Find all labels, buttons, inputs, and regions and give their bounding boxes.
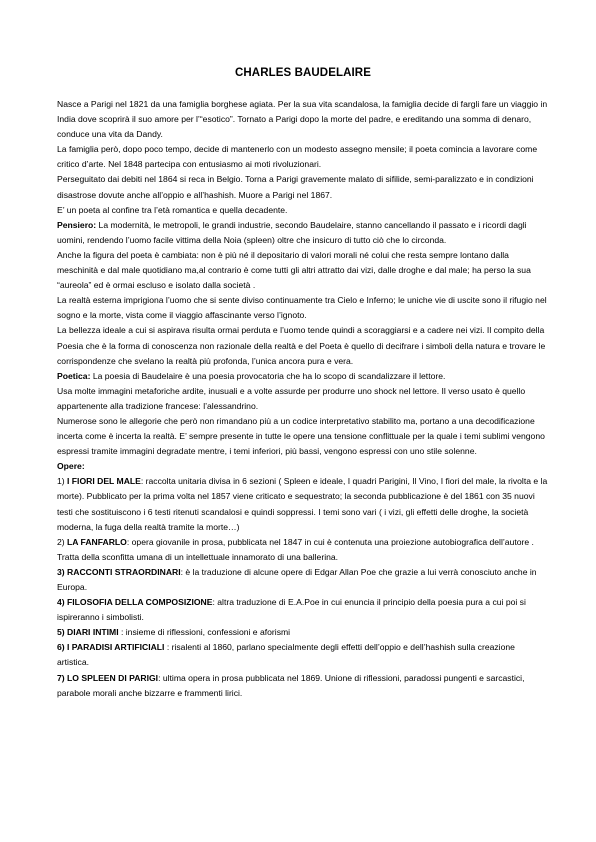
opera-description: : è la traduzione di alcune opere di Edgar Allan Poe che grazie a lui verrà conosciuto anche in Europa. [57, 566, 537, 592]
opera-title: LO SPLEEN DI PARIGI [67, 672, 159, 683]
poetica-text: La poesia di Baudelaire è una poesia provocatoria che ha lo scopo di scandalizzare il lettore. [90, 370, 446, 381]
bio-paragraph-1: Nasce a Parigi nel 1821 da una famiglia borghese agiata. Per la sua vita scandalosa, la famiglia decide di fargli fare un viaggio in India dove scoprirà il suo amore per l’“esotico”. Tornato a Parigi dopo la morte del padre, e ereditando una somma di denaro, conduce una vita da Dandy. [57, 99, 548, 140]
pensiero-label: Pensiero: [57, 219, 97, 230]
opera-description: : risalenti al 1860, parlano specialmente degli effetti dell’oppio e dell’hashish sulla creazione artistica. [57, 642, 515, 668]
opera-title: LA FANFARLO [67, 536, 127, 547]
opera-item [57, 535, 549, 565]
opera-number: 4) [57, 597, 68, 608]
poetica-label: Poetica: [57, 370, 91, 381]
opera-number: 7) [57, 672, 68, 683]
opera-number: 1) [57, 476, 68, 487]
opera-description: : opera giovanile in prosa, pubblicata nel 1847 in cui è contenuta una proiezione autobiografica dell’autore . Tratta della sconfitta umana di un intellettuale innamorato di una ballerina. [57, 536, 534, 562]
bio-paragraph-3: Perseguitato dai debiti nel 1864 si reca in Belgio. Torna a Parigi gravemente malato di sifilide, semi-paralizzato e in condizioni disastrose dovute anche all’oppio e all’hashish. Muore a Parigi nel 1867. [57, 174, 534, 200]
opera-description: : ultima opera in prosa pubblicata nel 1869. Unione di riflessioni, paradossi pungenti e sarcastici, parabole morali anche bizzarre e frammenti lirici. [57, 672, 525, 698]
opera-title: I FIORI DEL MALE [67, 476, 141, 487]
pensiero-text: La modernità, le metropoli, le grandi industrie, secondo Baudelaire, stanno cancellando il passato e i ricordi dagli uomini, rendendo l’uomo facile vittima della Noia (spleen) oltre che insicuro di tutto ciò che lo circonda. [57, 219, 527, 245]
opera-number: 6) [57, 642, 68, 653]
poetica-paragraph [57, 369, 549, 384]
opera-number: 2) [57, 536, 68, 547]
opera-item [57, 671, 549, 701]
opera-number: 3) [57, 566, 68, 577]
document-title: CHARLES BAUDELAIRE [235, 67, 371, 79]
bio-paragraph-4: E’ un poeta al confine tra l’età romantica e quella decadente. [57, 204, 288, 215]
bio-paragraph-2: La famiglia però, dopo poco tempo, decide di mantenerlo con un modesto assegno mensile; il poeta comincia a lavorare come critico d’arte. Nel 1848 partecipa con entusiasmo ai moti rivoluzionari. [57, 144, 538, 170]
opera-description: : altra traduzione di E.A.Poe in cui enuncia il principio della poesia pura a cui poi si ispireranno i simbolisti. [57, 597, 526, 623]
opera-number: 5) [57, 627, 68, 638]
opera-item [57, 595, 549, 625]
opera-title: FILOSOFIA DELLA COMPOSIZIONE [67, 597, 213, 608]
opera-item [57, 625, 549, 640]
opera-description: : raccolta unitaria divisa in 6 sezioni ( Spleen e ideale, I quadri Parigini, Il Vino, I fiori del male, la rivolta e la morte). Pubblicato per la prima volta nel 1857 viene criticato e sequestrato; la seconda pubblicazione è del 1861 con 35 nuovi testi che sostituiscono i 6 testi ritenuti scandalosi e quindi soppressi. I temi sono vari ( i vizi, gli effetti delle droghe, la società moderna, la fuga della realtà tramite la morte…) [57, 476, 548, 532]
opera-title: I PARADISI ARTIFICIALI [67, 642, 165, 653]
opera-description: : insieme di riflessioni, confessioni e aforismi [118, 627, 291, 638]
thought-paragraph-2: La realtà esterna imprigiona l’uomo che si sente diviso continuamente tra Cielo e Inferno; le uniche vie di uscite sono il rifugio nel sogno e la morte, vista come il viaggio affascinante verso l’ignoto. [57, 295, 547, 321]
opera-title: RACCONTI STRAORDINARI [67, 566, 181, 577]
thought-paragraph-1: Anche la figura del poeta è cambiata: non è più né il depositario di valori morali né colui che resta sempre lontano dalla meschinità e dal male quotidiano ma,al contrario è come tutti gli altri attratto dai vizi, dalle droghe e dal male; ha perso la sua “aureola” ed è ormai escluso e isolato dalla società . [57, 249, 531, 291]
opera-title: DIARI INTIMI [67, 627, 119, 638]
pensiero-paragraph [57, 218, 549, 248]
opera-item [57, 565, 549, 595]
opere-heading: Opere: [57, 461, 85, 472]
document-page [57, 66, 549, 701]
poetics-paragraph-2: Numerose sono le allegorie che però non rimandano più a un codice interpretativo stabilito ma, portano a una decodificazione incerta come è incerta la realtà. E’ sempre presente in tutte le opere una tensione conflittuale per la quale i temi sublimi vengono espressi tramite immagini degradate mentre, i temi inferiori, più bassi, vengono espressi con uno stile solenne. [57, 415, 545, 457]
poetics-paragraph-1: Usa molte immagini metaforiche ardite, inusuali e a volte assurde per produrre uno shock nel lettore. Il verso usato è quello appartenente alla tradizione francese: l’alessandrino. [57, 385, 526, 411]
opera-item [57, 474, 549, 534]
thought-paragraph-3: La bellezza ideale a cui si aspirava risulta ormai perduta e l’uomo tende quindi a scoraggiarsi e a cadere nei vizi. Il compito della Poesia che è la forma di conoscenza non razionale della realtà e del Poeta è quello di decifrare i simboli della natura e trovare le corrispondenze che svelano la realtà più profonda, l’unica ancora pura e vera. [57, 325, 546, 366]
opera-item [57, 640, 549, 670]
